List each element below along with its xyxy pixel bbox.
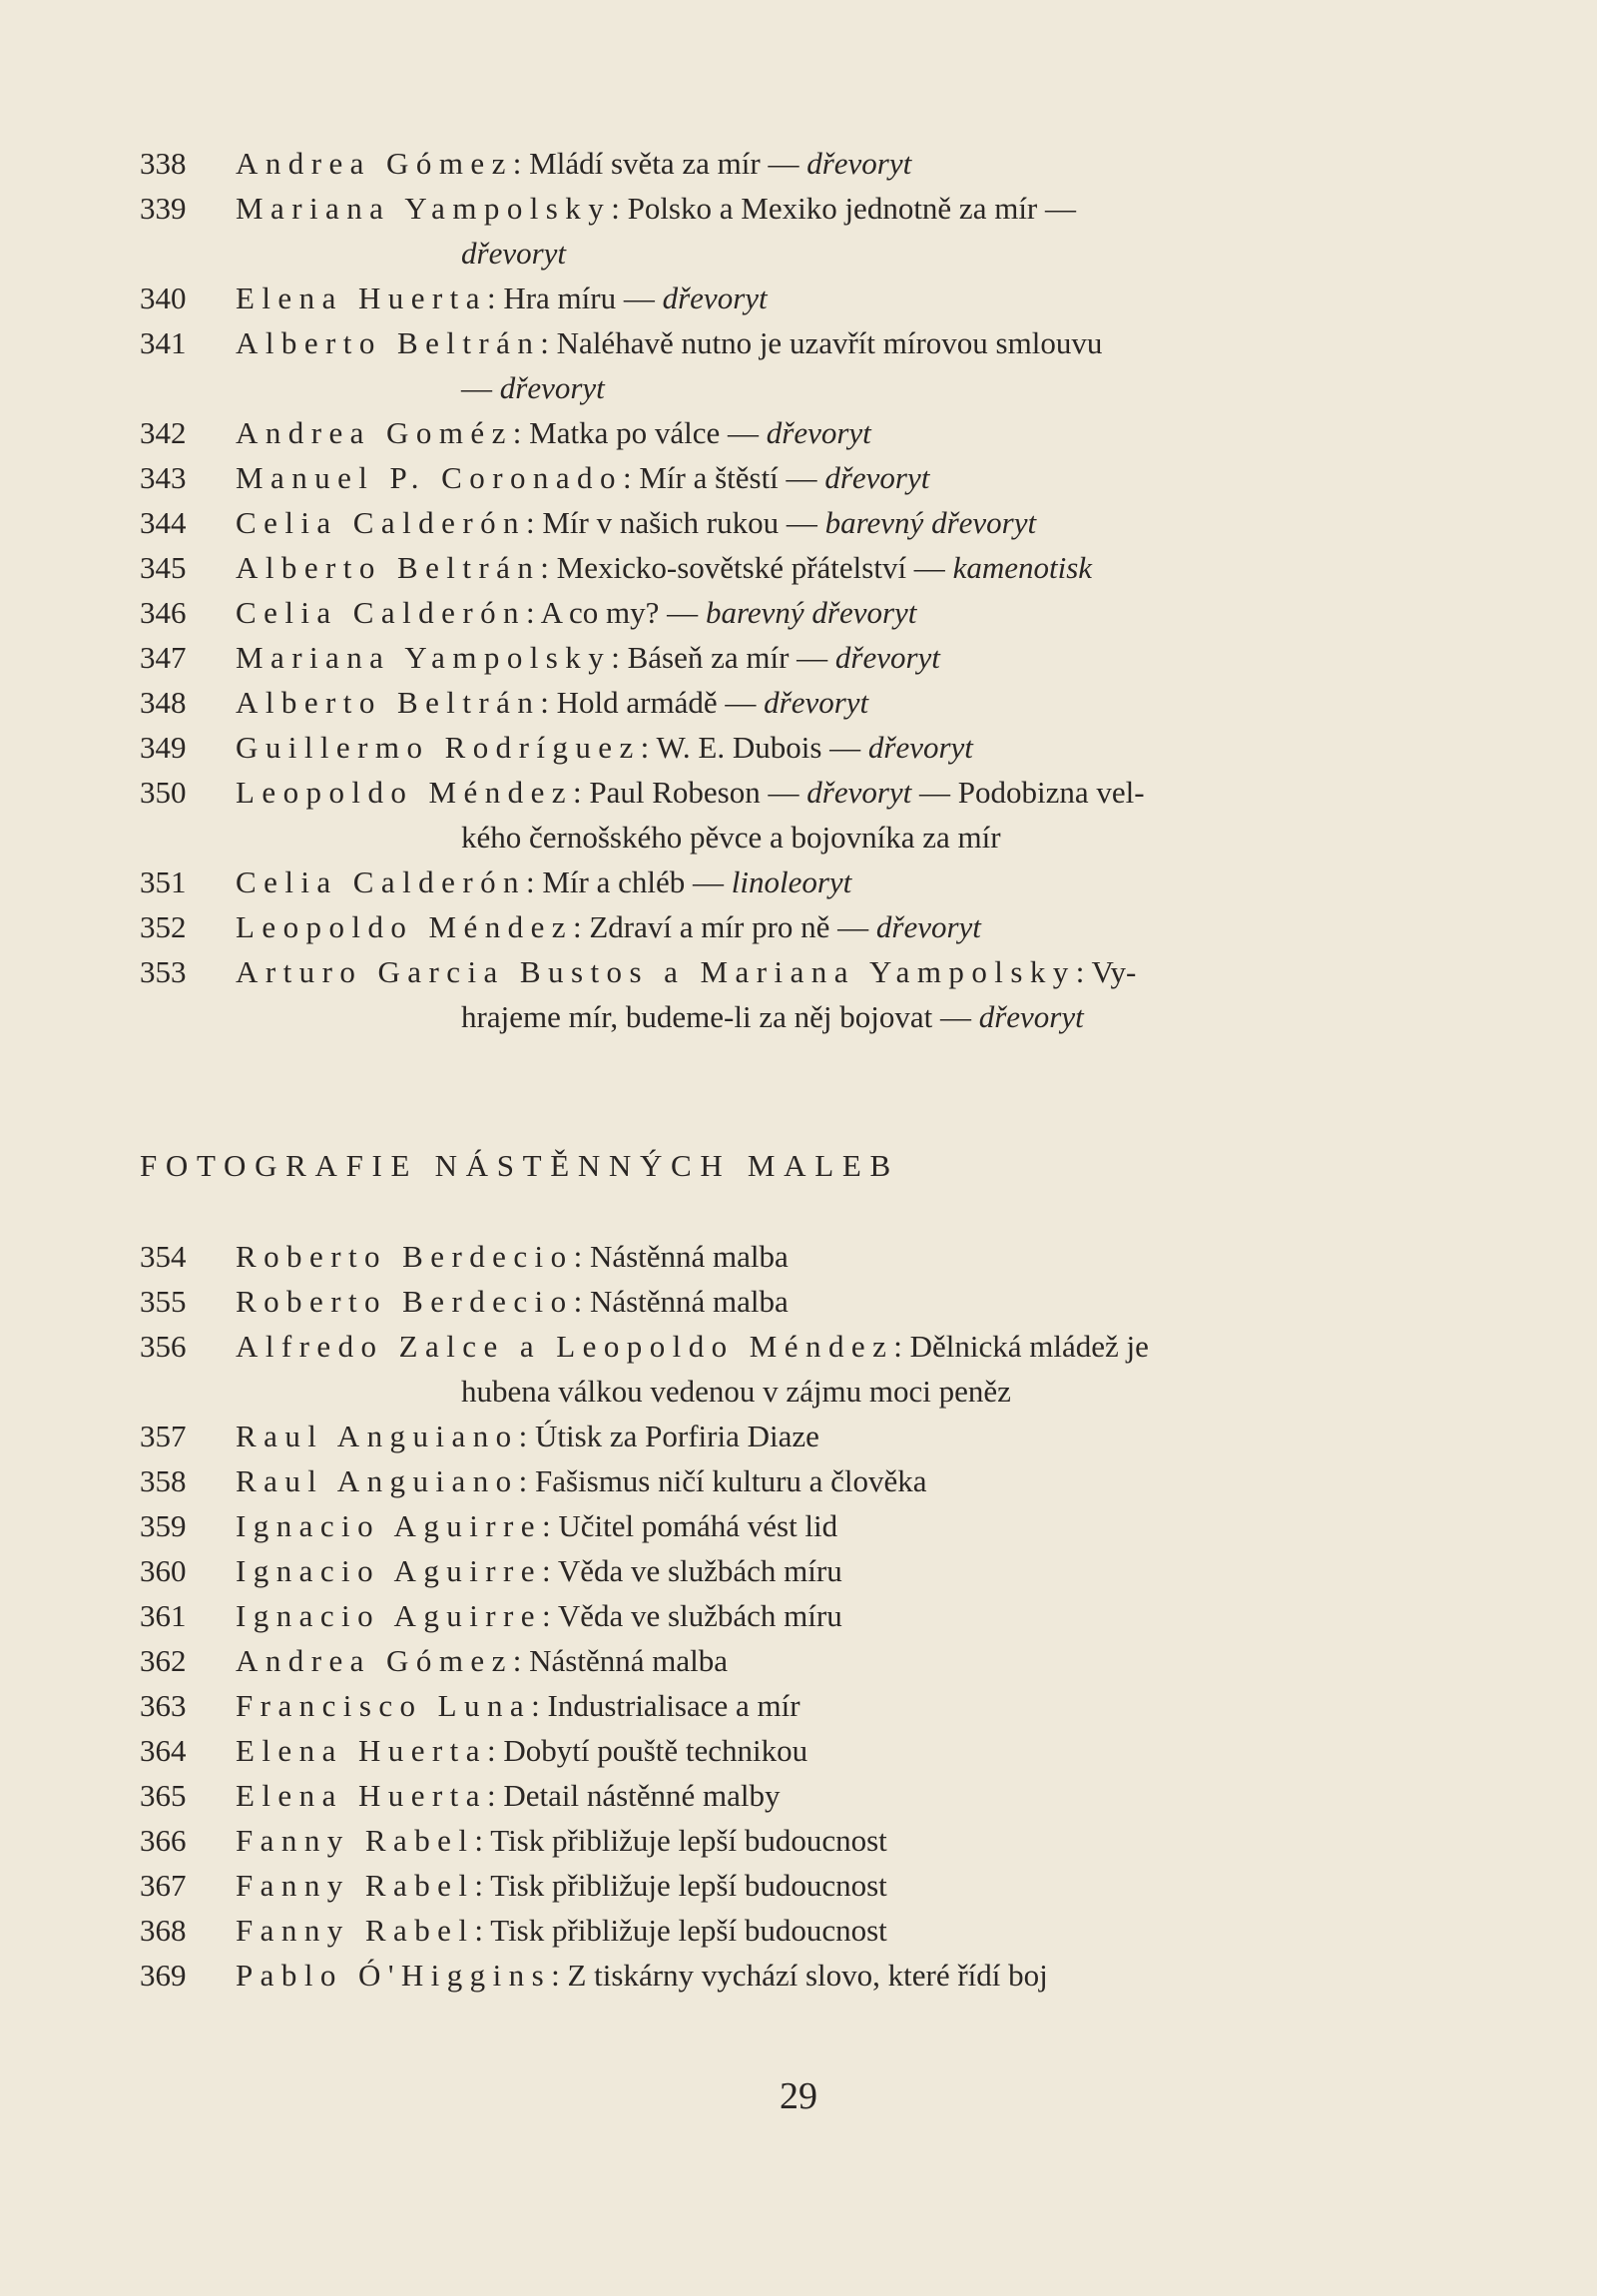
entry-title: Paul Robeson — xyxy=(589,775,807,810)
entry-title: Mír a štěstí — xyxy=(639,460,825,495)
list-item xyxy=(140,1414,1447,1458)
entry-number: 340 xyxy=(140,281,187,315)
list-item xyxy=(140,1908,1447,1953)
entry-title: Nástěnná malba xyxy=(589,1284,789,1319)
entry-author: Francisco Luna xyxy=(236,1688,532,1723)
entry-title: W. E. Dubois — xyxy=(656,730,868,765)
entry-title: Z tiskárny vychází slovo, které řídí boj xyxy=(567,1958,1048,1993)
entry-separator: : xyxy=(474,1913,491,1948)
entry-separator: : xyxy=(486,281,504,315)
entry-separator: : xyxy=(542,1553,558,1588)
entry-separator: : xyxy=(525,864,543,899)
entry-number: 339 xyxy=(140,191,187,226)
list-item xyxy=(140,1818,1447,1863)
entry-medium: linoleoryt xyxy=(731,864,852,899)
list-item xyxy=(140,1593,1447,1638)
entry-author: Leopoldo Méndez xyxy=(236,775,573,810)
entry-number: 345 xyxy=(140,550,187,585)
entry-author: Raul Anguiano xyxy=(236,1463,519,1498)
entry-author: Andrea Gómez xyxy=(236,1643,513,1678)
entry-separator: : xyxy=(542,1508,559,1543)
entry-number: 348 xyxy=(140,685,187,720)
entry-number: 355 xyxy=(140,1284,187,1319)
list-item xyxy=(140,770,1447,860)
entry-title: Industrialisace a mír xyxy=(547,1688,800,1723)
entry-number: 352 xyxy=(140,909,187,944)
entry-separator: : xyxy=(573,1284,590,1319)
entry-continuation: — xyxy=(461,370,500,405)
entry-number: 344 xyxy=(140,505,187,540)
list-item xyxy=(140,545,1447,590)
entry-title: A co my? — xyxy=(540,595,706,630)
entry-number: 362 xyxy=(140,1643,187,1678)
entry-author: Andrea Goméz xyxy=(236,415,513,450)
entry-separator: : xyxy=(486,1733,504,1768)
entry-author: Mariana Yampolsky xyxy=(236,640,612,675)
entry-medium: dřevoryt xyxy=(806,775,912,810)
entry-title: Útisk za Porfiria Diaze xyxy=(534,1419,819,1453)
mural-photo-list xyxy=(140,1234,1447,1998)
entry-number: 367 xyxy=(140,1868,187,1903)
entry-author: Roberto Berdecio xyxy=(236,1239,574,1274)
entry-number: 360 xyxy=(140,1553,187,1588)
entry-separator: : xyxy=(640,730,657,765)
list-item xyxy=(140,1773,1447,1818)
entry-title-extra: — Podobizna vel- xyxy=(911,775,1145,810)
list-item xyxy=(140,949,1447,1039)
entry-author: Fanny Rabel xyxy=(236,1913,475,1948)
entry-continuation: hubena válkou vedenou v zájmu moci peněz xyxy=(461,1374,1011,1409)
entry-separator: : xyxy=(573,775,590,810)
entry-separator: : xyxy=(893,1329,910,1364)
page-number: 29 xyxy=(780,2075,817,2117)
entry-separator: : xyxy=(518,1419,535,1453)
entry-title: Věda ve službách míru xyxy=(557,1598,842,1633)
entry-author: Elena Huerta xyxy=(236,281,487,315)
entry-author: Alberto Beltrán xyxy=(236,685,541,720)
entry-author: Alberto Beltrán xyxy=(236,550,541,585)
entry-number: 366 xyxy=(140,1823,187,1858)
entry-medium: dřevoryt xyxy=(875,909,981,944)
entry-title: Naléhavě nutno je uzavřít mírovou smlouvu xyxy=(556,325,1103,360)
entry-author: Mariana Yampolsky xyxy=(236,191,612,226)
entry-number: 364 xyxy=(140,1733,187,1768)
entry-separator: : xyxy=(474,1823,491,1858)
entry-title: Matka po válce — xyxy=(529,415,767,450)
entry-number: 353 xyxy=(140,954,187,989)
entry-title: Mír v našich rukou — xyxy=(542,505,825,540)
entry-author: Elena Huerta xyxy=(236,1778,487,1813)
entry-continuation: kého černošského pěvce a bojovníka za mír xyxy=(461,820,1001,855)
list-item xyxy=(140,320,1447,410)
entry-author: Fanny Rabel xyxy=(236,1823,475,1858)
entry-separator: : xyxy=(540,685,557,720)
entry-medium: barevný dřevoryt xyxy=(824,505,1037,540)
list-item xyxy=(140,1728,1447,1773)
entry-separator: : xyxy=(474,1868,491,1903)
entry-author: Arturo Garcia Bustos a Mariana Yampolsky xyxy=(236,954,1076,989)
entry-medium: dřevoryt xyxy=(499,370,605,405)
entry-number: 347 xyxy=(140,640,187,675)
entry-author: Fanny Rabel xyxy=(236,1868,475,1903)
entry-number: 349 xyxy=(140,730,187,765)
entry-number: 365 xyxy=(140,1778,187,1813)
entry-separator: : xyxy=(611,191,628,226)
entry-title: Mír a chléb — xyxy=(542,864,732,899)
entry-separator: : xyxy=(486,1778,504,1813)
entry-author: Andrea Gómez xyxy=(236,146,513,181)
list-item xyxy=(140,500,1447,545)
entry-medium: kamenotisk xyxy=(952,550,1093,585)
list-item xyxy=(140,455,1447,500)
entry-title: Fašismus ničí kulturu a člověka xyxy=(534,1463,927,1498)
entry-medium: dřevoryt xyxy=(806,146,912,181)
entry-number: 363 xyxy=(140,1688,187,1723)
entry-author: Celia Calderón xyxy=(236,595,526,630)
entry-separator: : xyxy=(512,146,530,181)
entry-number: 354 xyxy=(140,1239,187,1274)
entry-title: Nástěnná malba xyxy=(589,1239,789,1274)
entry-author: Alberto Beltrán xyxy=(236,325,541,360)
entry-number: 361 xyxy=(140,1598,187,1633)
entry-separator: : xyxy=(540,550,557,585)
entry-title: Mexicko-sovětské přátelství — xyxy=(556,550,953,585)
entry-number: 346 xyxy=(140,595,187,630)
entry-number: 368 xyxy=(140,1913,187,1948)
list-item xyxy=(140,680,1447,725)
list-item xyxy=(140,725,1447,770)
entry-author: Ignacio Aguirre xyxy=(236,1508,542,1543)
list-item xyxy=(140,635,1447,680)
entry-number: 338 xyxy=(140,146,187,181)
entry-title: Hold armádě — xyxy=(556,685,765,720)
entry-number: 342 xyxy=(140,415,187,450)
list-item xyxy=(140,860,1447,904)
entry-number: 350 xyxy=(140,775,187,810)
list-item xyxy=(140,1863,1447,1908)
list-item xyxy=(140,410,1447,455)
entry-number: 358 xyxy=(140,1463,187,1498)
entry-number: 343 xyxy=(140,460,187,495)
entry-medium: barevný dřevoryt xyxy=(705,595,917,630)
entry-medium: dřevoryt xyxy=(867,730,973,765)
entry-author: Leopoldo Méndez xyxy=(236,909,573,944)
entry-title: Báseň za mír — xyxy=(627,640,835,675)
entry-title: Detail nástěnné malby xyxy=(503,1778,781,1813)
entry-separator: : xyxy=(512,1643,530,1678)
entry-separator: : xyxy=(531,1688,548,1723)
entry-separator: : xyxy=(512,415,530,450)
entry-author: Manuel P. Coronado xyxy=(236,460,623,495)
entry-number: 351 xyxy=(140,864,187,899)
entry-author: Celia Calderón xyxy=(236,864,526,899)
list-item xyxy=(140,590,1447,635)
entry-number: 359 xyxy=(140,1508,187,1543)
entry-separator: : xyxy=(518,1463,535,1498)
entry-separator: : xyxy=(525,505,543,540)
entry-author: Guillermo Rodríguez xyxy=(236,730,641,765)
entry-separator: : xyxy=(525,595,541,630)
entry-separator: : xyxy=(1075,954,1092,989)
entry-medium: dřevoryt xyxy=(824,460,930,495)
entry-medium: dřevoryt xyxy=(766,415,871,450)
entry-title: Mládí světa za mír — xyxy=(529,146,807,181)
list-item xyxy=(140,1683,1447,1728)
entry-separator: : xyxy=(573,1239,590,1274)
entry-author: Ignacio Aguirre xyxy=(236,1598,542,1633)
entry-continuation: hrajeme mír, budeme-li za něj bojovat — xyxy=(461,999,979,1034)
entry-medium: dřevoryt xyxy=(764,685,869,720)
entry-author: Pablo Ó'Higgins xyxy=(236,1958,552,1993)
entry-number: 369 xyxy=(140,1958,187,1993)
entry-title: Věda ve službách míru xyxy=(557,1553,842,1588)
entry-title: Vy- xyxy=(1091,954,1137,989)
entry-author: Ignacio Aguirre xyxy=(236,1553,542,1588)
entry-author: Raul Anguiano xyxy=(236,1419,519,1453)
list-item xyxy=(140,186,1447,276)
entry-title: Tisk přibližuje lepší budoucnost xyxy=(490,1823,887,1858)
list-item xyxy=(140,1324,1447,1414)
entry-separator: : xyxy=(611,640,628,675)
entry-title: Zdraví a mír pro ně — xyxy=(589,909,876,944)
entry-medium: dřevoryt xyxy=(978,999,1084,1034)
entry-title: Dobytí pouště technikou xyxy=(503,1733,808,1768)
entry-title: Nástěnná malba xyxy=(529,1643,728,1678)
entry-separator: : xyxy=(551,1958,568,1993)
section-heading: FOTOGRAFIE NÁSTĚNNÝCH MALEB xyxy=(140,1148,899,1183)
entry-author: Celia Calderón xyxy=(236,505,526,540)
entry-number: 357 xyxy=(140,1419,187,1453)
list-item xyxy=(140,141,1447,186)
entry-medium: dřevoryt xyxy=(834,640,940,675)
entry-title: Polsko a Mexiko jednotně za mír — xyxy=(627,191,1077,226)
list-item xyxy=(140,1234,1447,1279)
entry-medium: dřevoryt xyxy=(662,281,768,315)
list-item xyxy=(140,1279,1447,1324)
list-item xyxy=(140,904,1447,949)
list-item xyxy=(140,276,1447,320)
entry-author: Elena Huerta xyxy=(236,1733,487,1768)
list-item xyxy=(140,1638,1447,1683)
entry-separator: : xyxy=(542,1598,558,1633)
entry-number: 341 xyxy=(140,325,187,360)
entry-title: Učitel pomáhá vést lid xyxy=(558,1508,838,1543)
woodcut-list xyxy=(140,141,1447,1039)
list-item xyxy=(140,1503,1447,1548)
entry-number: 356 xyxy=(140,1329,187,1364)
list-item xyxy=(140,1458,1447,1503)
entry-title: Hra míru — xyxy=(503,281,663,315)
entry-separator: : xyxy=(622,460,640,495)
entry-title: Dělnická mládež je xyxy=(909,1329,1149,1364)
list-item xyxy=(140,1548,1447,1593)
entry-separator: : xyxy=(573,909,590,944)
entry-title: Tisk přibližuje lepší budoucnost xyxy=(490,1913,887,1948)
entry-author: Alfredo Zalce a Leopoldo Méndez xyxy=(236,1329,894,1364)
list-item xyxy=(140,1953,1447,1998)
entry-medium: dřevoryt xyxy=(461,236,567,271)
entry-separator: : xyxy=(540,325,557,360)
entry-title: Tisk přibližuje lepší budoucnost xyxy=(490,1868,887,1903)
entry-author: Roberto Berdecio xyxy=(236,1284,574,1319)
